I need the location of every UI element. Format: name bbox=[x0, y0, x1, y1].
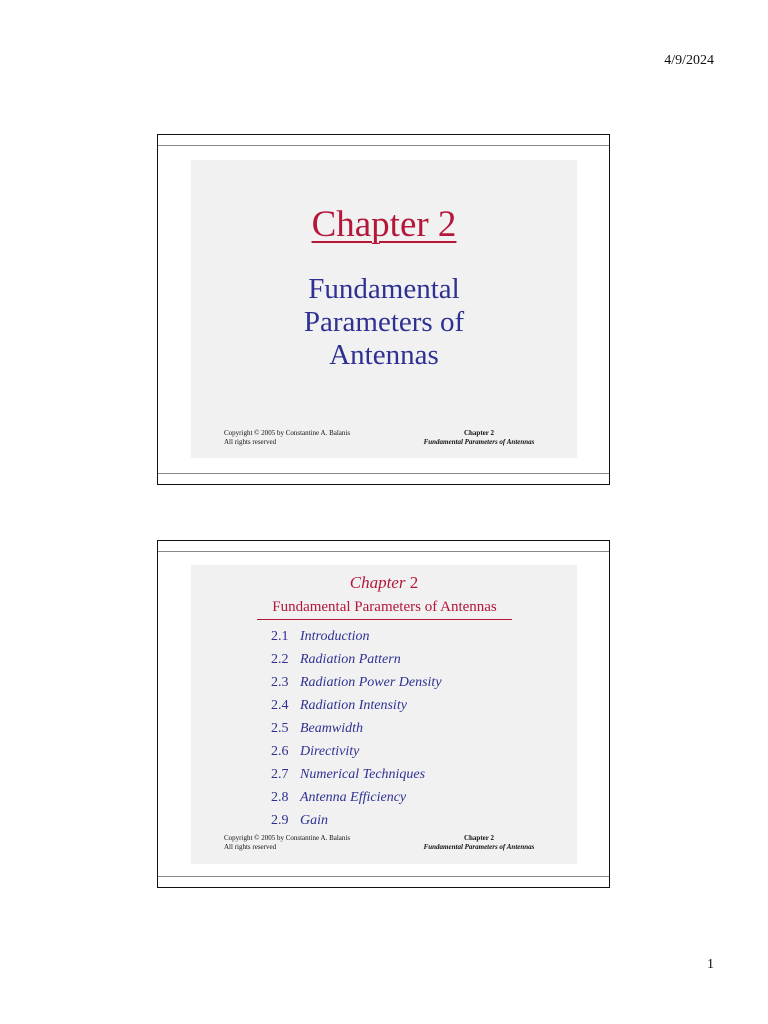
toc-item-title: Directivity bbox=[300, 744, 360, 759]
slide-frame-top-rule bbox=[158, 551, 609, 552]
toc-item bbox=[271, 786, 442, 809]
slide-footer-copyright bbox=[224, 834, 350, 852]
toc-item-number: 2.8 bbox=[271, 790, 289, 805]
copyright-text: Copyright © 2005 by Constantine A. Balanis bbox=[224, 429, 351, 437]
rights-text: All rights reserved bbox=[224, 843, 277, 851]
slide-frame-bottom-rule bbox=[158, 473, 609, 474]
chapter-heading: Chapter 2 bbox=[311, 204, 457, 245]
slide-footer-copyright bbox=[224, 429, 350, 447]
slide-frame-bottom-rule bbox=[158, 876, 609, 877]
toc-item bbox=[271, 694, 442, 717]
footer-chapter-label: Chapter 2 bbox=[463, 429, 494, 437]
toc-chapter-word: Chapter bbox=[349, 573, 406, 592]
table-of-contents bbox=[271, 625, 442, 832]
toc-item-number: 2.2 bbox=[271, 652, 289, 667]
subtitle-line-2: Parameters of bbox=[303, 306, 465, 338]
rights-text: All rights reserved bbox=[224, 438, 277, 446]
toc-item bbox=[271, 763, 442, 786]
slide-frame-1 bbox=[157, 134, 610, 485]
toc-item bbox=[271, 671, 442, 694]
toc-item bbox=[271, 740, 442, 763]
footer-chapter-title: Fundamental Parameters of Antennas bbox=[423, 438, 535, 446]
toc-item bbox=[271, 809, 442, 832]
subtitle-line-3: Antennas bbox=[329, 339, 439, 371]
toc-item bbox=[271, 717, 442, 740]
toc-item-number: 2.1 bbox=[271, 629, 289, 644]
toc-chapter-number: 2 bbox=[409, 573, 419, 592]
toc-item-number: 2.4 bbox=[271, 698, 289, 713]
slide-frame-2 bbox=[157, 540, 610, 888]
toc-item-number: 2.7 bbox=[271, 767, 289, 782]
toc-item-title: Radiation Power Density bbox=[300, 675, 442, 690]
toc-item-title: Radiation Pattern bbox=[300, 652, 401, 667]
toc-item bbox=[271, 625, 442, 648]
slide-2 bbox=[191, 565, 577, 864]
toc-item-title: Introduction bbox=[300, 629, 370, 644]
toc-item-title: Antenna Efficiency bbox=[300, 790, 407, 805]
toc-item-title: Numerical Techniques bbox=[300, 767, 426, 782]
footer-chapter-label: Chapter 2 bbox=[463, 834, 494, 842]
toc-item bbox=[271, 648, 442, 671]
toc-item-title: Beamwidth bbox=[300, 721, 363, 736]
toc-item-title: Gain bbox=[300, 813, 328, 828]
toc-item-number: 2.3 bbox=[271, 675, 289, 690]
page-date: 4/9/2024 bbox=[664, 53, 714, 68]
slide-footer-chapter bbox=[417, 429, 541, 447]
slide-1 bbox=[191, 160, 577, 458]
toc-item-number: 2.6 bbox=[271, 744, 289, 759]
subtitle-line-1: Fundamental bbox=[308, 273, 460, 305]
slide-frame-top-rule bbox=[158, 145, 609, 146]
toc-chapter-heading bbox=[191, 573, 577, 593]
toc-item-number: 2.5 bbox=[271, 721, 289, 736]
toc-subtitle: Fundamental Parameters of Antennas bbox=[257, 599, 512, 620]
page-number: 1 bbox=[707, 957, 714, 972]
copyright-text: Copyright © 2005 by Constantine A. Balanis bbox=[224, 834, 351, 842]
slide-footer-chapter bbox=[417, 834, 541, 852]
toc-item-number: 2.9 bbox=[271, 813, 289, 828]
toc-item-title: Radiation Intensity bbox=[300, 698, 407, 713]
footer-chapter-title: Fundamental Parameters of Antennas bbox=[423, 843, 535, 851]
